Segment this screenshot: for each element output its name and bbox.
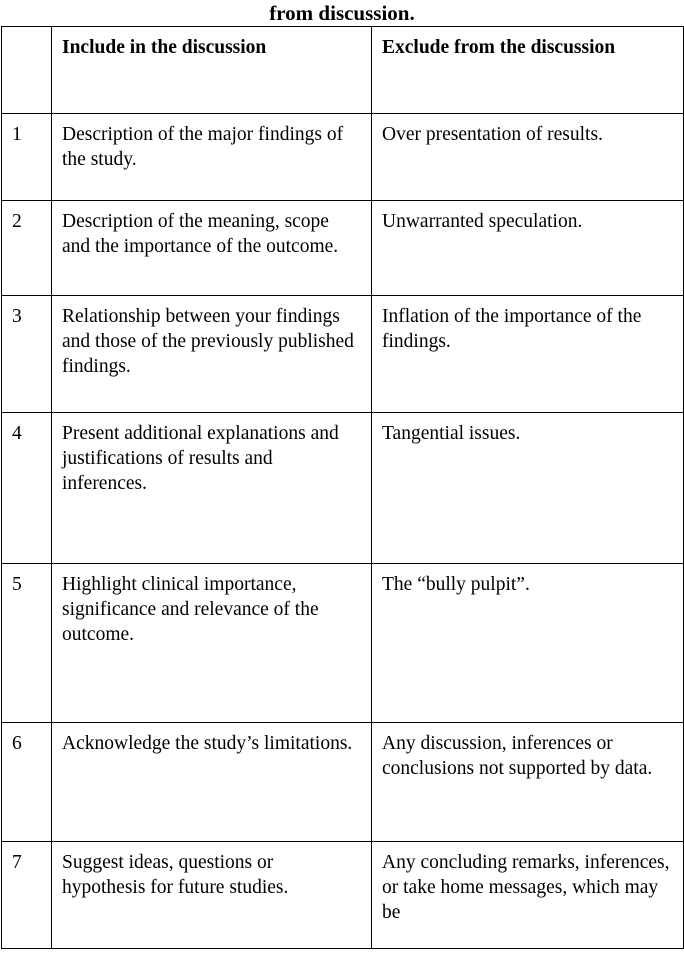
- table-row: [2, 413, 684, 564]
- row-exclude-text: Any discussion, inferences or conclusions not supported by data.: [372, 723, 684, 842]
- discussion-guide-table: [1, 26, 684, 949]
- table-header-row: [2, 27, 684, 114]
- row-include-text: Acknowledge the study’s limitations.: [52, 723, 372, 842]
- column-header-include: Include in the discussion: [52, 27, 372, 114]
- row-exclude-text: The “bully pulpit”.: [372, 564, 684, 723]
- row-include-text: Relationship between your findings and those of the previously published findings.: [52, 296, 372, 413]
- row-number: 5: [2, 564, 52, 723]
- table-row: [2, 564, 684, 723]
- row-include-text: Description of the major findings of the study.: [52, 114, 372, 201]
- row-number: 3: [2, 296, 52, 413]
- column-header-exclude: Exclude from the discussion: [372, 27, 684, 114]
- column-header-number: [2, 27, 52, 114]
- row-exclude-text: Tangential issues.: [372, 413, 684, 564]
- row-exclude-text: Unwarranted speculation.: [372, 201, 684, 296]
- row-exclude-text: Over presentation of results.: [372, 114, 684, 201]
- row-number: 1: [2, 114, 52, 201]
- table-row: [2, 723, 684, 842]
- row-number: 4: [2, 413, 52, 564]
- table-row: [2, 842, 684, 949]
- table-row: [2, 201, 684, 296]
- table-row: [2, 296, 684, 413]
- row-exclude-text: Inflation of the importance of the findings.: [372, 296, 684, 413]
- row-include-text: Description of the meaning, scope and the importance of the outcome.: [52, 201, 372, 296]
- row-number: 6: [2, 723, 52, 842]
- table-caption: from discussion.: [269, 1, 415, 22]
- row-number: 7: [2, 842, 52, 949]
- row-include-text: Suggest ideas, questions or hypothesis for future studies.: [52, 842, 372, 949]
- row-exclude-text: Any concluding remarks, inferences, or take home messages, which may be: [372, 842, 684, 949]
- row-include-text: Present additional explanations and justifications of results and inferences.: [52, 413, 372, 564]
- table-row: [2, 114, 684, 201]
- row-include-text: Highlight clinical importance, significance and relevance of the outcome.: [52, 564, 372, 723]
- row-number: 2: [2, 201, 52, 296]
